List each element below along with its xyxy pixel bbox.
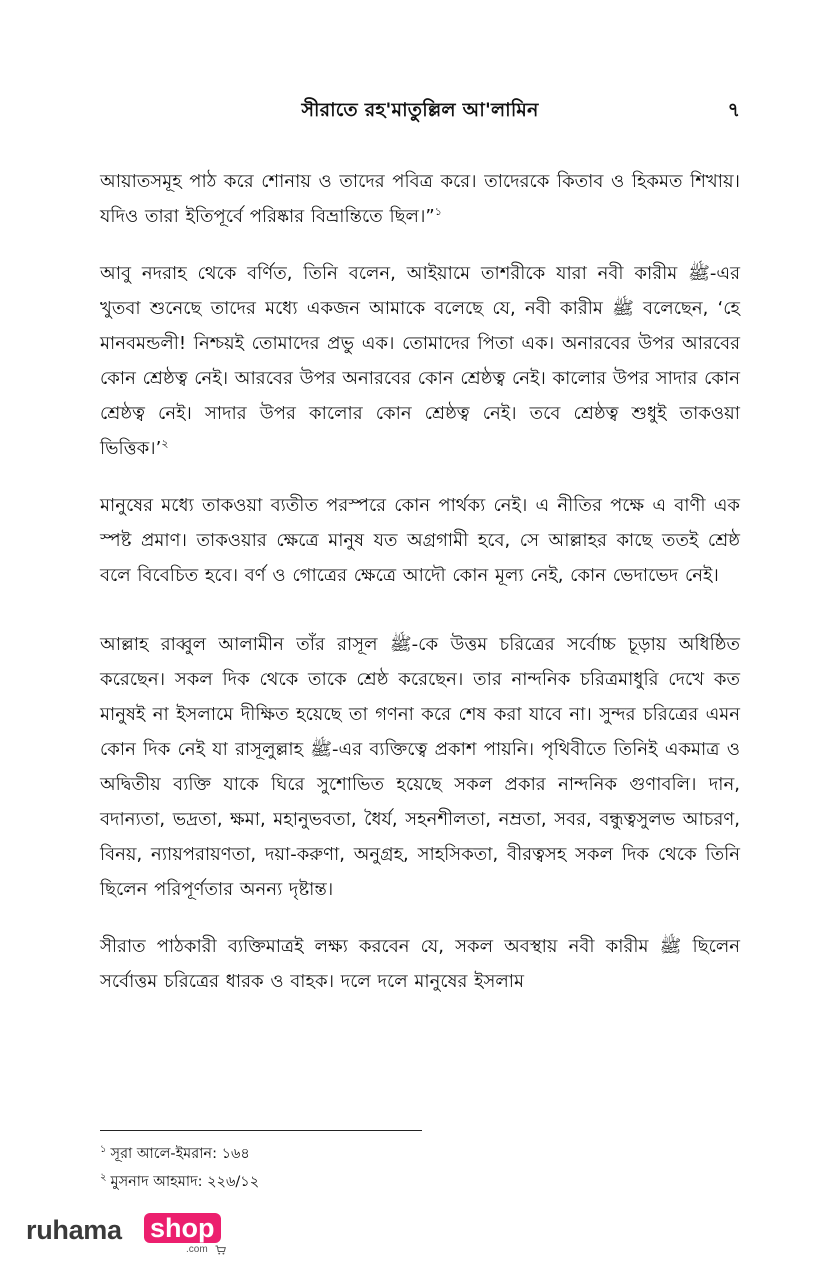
logo-ruhama-text: ruhama <box>26 1215 122 1245</box>
page-header <box>100 96 740 130</box>
paragraph-5: সীরাত পাঠকারী ব্যক্তিমাত্রই লক্ষ্য করবেন যে, সকল অবস্থায় নবী কারীম ﷺ ছিলেন সর্বোত্তম চরিত্রের ধারক ও বাহক। দলে দলে মানুষের ইসলাম <box>100 936 740 992</box>
paragraph-2: আবু নদরাহ থেকে বর্ণিত, তিনি বলেন, আইয়ামে তাশরীকে যারা নবী কারীম ﷺ-এর খুতবা শুনেছে তাদের মধ্যে একজন আমাকে বলেছে যে, নবী কারীম ﷺ বলেছেন, ‘হে মানবমন্ডলী! নিশ্চয়ই তোমাদের প্রভু এক। তোমাদের পিতা এক। অনারবের উপর আরবের কোন শ্রেষ্ঠত্ব নেই। আরবের উপর অনারবের কোন শ্রেষ্ঠত্ব নেই। কালোর উপর সাদার কোন শ্রেষ্ঠত্ব নেই। সাদার উপর কালোর কোন শ্রেষ্ঠত্ব নেই। তবে শ্রেষ্ঠত্ব শুধুই তাকওয়া ভিত্তিক।’$^২$ <box>100 263 740 459</box>
body-text <box>100 164 740 1021</box>
logo-shop-badge: shop <box>144 1213 221 1243</box>
cart-icon <box>215 1245 226 1255</box>
footnote-separator <box>100 1130 422 1131</box>
paragraph-4: আল্লাহ রাব্বুল আলামীন তাঁর রাসূল ﷺ-কে উত্তম চরিত্রের সর্বোচ্চ চূড়ায় অধিষ্ঠিত করেছেন। সকল দিক থেকে তাকে শ্রেষ্ঠ করেছেন। তার নান্দনিক চরিত্রমাধুরি দেখে কত মানুষই না ইসলামে দীক্ষিত হয়েছে তা গণনা করে শেষ করা যাবে না। সুন্দর চরিত্রের এমন কোন দিক নেই যা রাসূলুল্লাহ ﷺ-এর ব্যক্তিত্বে প্রকাশ পায়নি। পৃথিবীতে তিনিই একমাত্র ও অদ্বিতীয় ব্যক্তি যাকে ঘিরে সুশোভিত হয়েছে সকল প্রকার নান্দনিক গুণাবলি। দান, বদান্যতা, ভদ্রতা, ক্ষমা, মহানুভবতা, ধৈর্য, সহনশীলতা, নম্রতা, সবর, বন্ধুত্বসুলভ আচরণ, বিনয়, ন্যায়পরায়ণতা, দয়া-করুণা, অনুগ্রহ, সাহসিকতা, বীরত্বসহ সকল দিক থেকে তিনি ছিলেন পরিপূর্ণতার অনন্য দৃষ্টান্ত। <box>100 634 740 900</box>
logo-domain: .com <box>186 1244 208 1255</box>
footnote-2: $^২$ মুসনাদ আহমাদ: ২২৬/১২ <box>100 1172 260 1190</box>
footnote-marker-1: ১ <box>434 205 442 218</box>
ruhamashop-logo <box>26 1211 236 1255</box>
paragraph-3: মানুষের মধ্যে তাকওয়া ব্যতীত পরস্পরে কোন পার্থক্য নেই। এ নীতির পক্ষে এ বাণী এক স্পষ্ট প্রমাণ। তাকওয়ার ক্ষেত্রে মানুষ যত অগ্রগামী হবে, সে আল্লাহর কাছে ততই শ্রেষ্ঠ বলে বিবেচিত হবে। বর্ণ ও গোত্রের ক্ষেত্রে আদৌ কোন মূল্য নেই, কোন ভেদাভেদ নেই। <box>100 495 740 586</box>
paragraph-1: আয়াতসমূহ পাঠ করে শোনায় ও তাদের পবিত্র করে। তাদেরকে কিতাব ও হিকমত শিখায়। যদিও তারা ইতিপূর্বে পরিষ্কার বিভ্রান্তিতে ছিল।”$^১$ <box>100 171 740 227</box>
footnote-1: $^১$ সূরা আলে-ইমরান: ১৬৪ <box>100 1144 250 1162</box>
footnotes <box>100 1140 740 1196</box>
footnote-marker-2: ২ <box>161 437 169 450</box>
running-title: সীরাতে রহ'মাতুল্লিল আ'লামিন <box>301 99 539 121</box>
page-number: ৭ <box>727 99 740 121</box>
